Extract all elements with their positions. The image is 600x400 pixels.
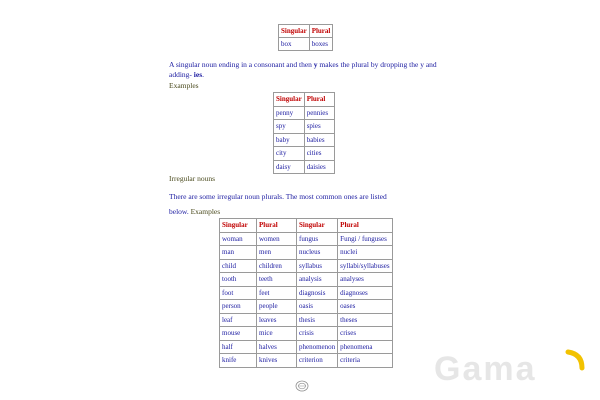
- table-row: [220, 327, 393, 341]
- table-row: [274, 106, 335, 120]
- cell-plural: babies: [304, 133, 334, 147]
- header-singular: Singular: [274, 93, 305, 107]
- cell-singular: woman: [220, 232, 257, 246]
- cell-plural: women: [257, 232, 297, 246]
- table-row: [274, 133, 335, 147]
- table-header-row: [220, 219, 393, 233]
- header-plural: Plural: [338, 219, 392, 233]
- cell-plural-2: nuclei: [338, 246, 392, 260]
- logo-seal-icon: [295, 380, 309, 392]
- table-y-to-ies: [273, 92, 335, 174]
- table-row: [220, 246, 393, 260]
- cell-plural: people: [257, 300, 297, 314]
- cell-singular: spy: [274, 120, 305, 134]
- table-row: [220, 286, 393, 300]
- header-singular: Singular: [297, 219, 338, 233]
- cell-plural: knives: [257, 354, 297, 368]
- table-row: [220, 354, 393, 368]
- cell-singular: child: [220, 259, 257, 273]
- cell-singular: daisy: [274, 160, 305, 174]
- irregular-text: There are some irregular noun plurals. The most common ones are listed: [169, 192, 387, 201]
- table-header-row: [274, 93, 335, 107]
- examples-inline: Examples: [190, 207, 221, 216]
- cell-plural: mice: [257, 327, 297, 341]
- cell-plural: pennies: [304, 106, 334, 120]
- cell-singular-2: crisis: [297, 327, 338, 341]
- cell-singular-2: analysis: [297, 273, 338, 287]
- rule-line1-after: makes the plural by dropping the y and: [317, 60, 437, 69]
- cell-singular-2: oasis: [297, 300, 338, 314]
- cell-singular: mouse: [220, 327, 257, 341]
- cell-singular: foot: [220, 286, 257, 300]
- cell-singular: tooth: [220, 273, 257, 287]
- table-row: [220, 300, 393, 314]
- cell-plural: leaves: [257, 313, 297, 327]
- header-singular: Singular: [220, 219, 257, 233]
- table-row: [220, 232, 393, 246]
- cell-plural: daisies: [304, 160, 334, 174]
- table-row: [220, 259, 393, 273]
- table-box-boxes: [278, 24, 333, 51]
- watermark-text: Gama: [434, 350, 537, 386]
- cell-plural-2: analyses: [338, 273, 392, 287]
- cell-plural-2: theses: [338, 313, 392, 327]
- cell-singular-2: diagnosis: [297, 286, 338, 300]
- cell-singular: city: [274, 147, 305, 161]
- cell-singular: man: [220, 246, 257, 260]
- cell-plural: children: [257, 259, 297, 273]
- cell-plural-2: syllabi/syllabuses: [338, 259, 392, 273]
- cell-plural: men: [257, 246, 297, 260]
- table-row: [274, 147, 335, 161]
- below-line: [169, 207, 220, 217]
- table-row: [220, 313, 393, 327]
- cell-plural-2: crises: [338, 327, 392, 341]
- table-row: [220, 340, 393, 354]
- cell-plural-2: criteria: [338, 354, 392, 368]
- cell-singular-2: fungus: [297, 232, 338, 246]
- cell-singular: box: [279, 38, 310, 51]
- rule-paragraph: [169, 60, 437, 80]
- watermark-accent: [568, 352, 582, 368]
- cell-plural: teeth: [257, 273, 297, 287]
- below-text: below.: [169, 207, 189, 216]
- cell-singular: penny: [274, 106, 305, 120]
- cell-singular-2: phenomenon: [297, 340, 338, 354]
- table-row: [274, 120, 335, 134]
- cell-plural: feet: [257, 286, 297, 300]
- header-plural: Plural: [309, 25, 333, 38]
- table-row: [279, 38, 333, 51]
- examples-heading: Examples: [169, 81, 199, 90]
- table-row: [274, 160, 335, 174]
- cell-plural: spies: [304, 120, 334, 134]
- header-plural: Plural: [304, 93, 334, 107]
- gama-watermark-logo: [432, 346, 592, 386]
- cell-plural-2: Fungi / funguses: [338, 232, 392, 246]
- header-plural: Plural: [257, 219, 297, 233]
- cell-singular-2: nucleus: [297, 246, 338, 260]
- cell-singular: knife: [220, 354, 257, 368]
- cell-singular-2: criterion: [297, 354, 338, 368]
- cell-singular: leaf: [220, 313, 257, 327]
- cell-singular-2: syllabus: [297, 259, 338, 273]
- cell-plural-2: diagnoses: [338, 286, 392, 300]
- cell-singular: person: [220, 300, 257, 314]
- table-header-row: [279, 25, 333, 38]
- table-irregular-nouns: [219, 218, 393, 368]
- table-row: [220, 273, 393, 287]
- rule-line1-before: A singular noun ending in a consonant and then: [169, 60, 314, 69]
- header-singular: Singular: [279, 25, 310, 38]
- rule-line2-bold: ies: [193, 70, 203, 79]
- rule-line2-before: adding-: [169, 70, 194, 79]
- cell-plural: halves: [257, 340, 297, 354]
- cell-plural: cities: [304, 147, 334, 161]
- irregular-heading: Irregular nouns: [169, 174, 216, 183]
- cell-singular: half: [220, 340, 257, 354]
- cell-singular-2: thesis: [297, 313, 338, 327]
- rule-line1-bold: y: [313, 60, 318, 69]
- rule-line2-after: .: [202, 70, 205, 79]
- cell-singular: baby: [274, 133, 305, 147]
- cell-plural-2: phenomena: [338, 340, 392, 354]
- cell-plural: boxes: [309, 38, 333, 51]
- cell-plural-2: oases: [338, 300, 392, 314]
